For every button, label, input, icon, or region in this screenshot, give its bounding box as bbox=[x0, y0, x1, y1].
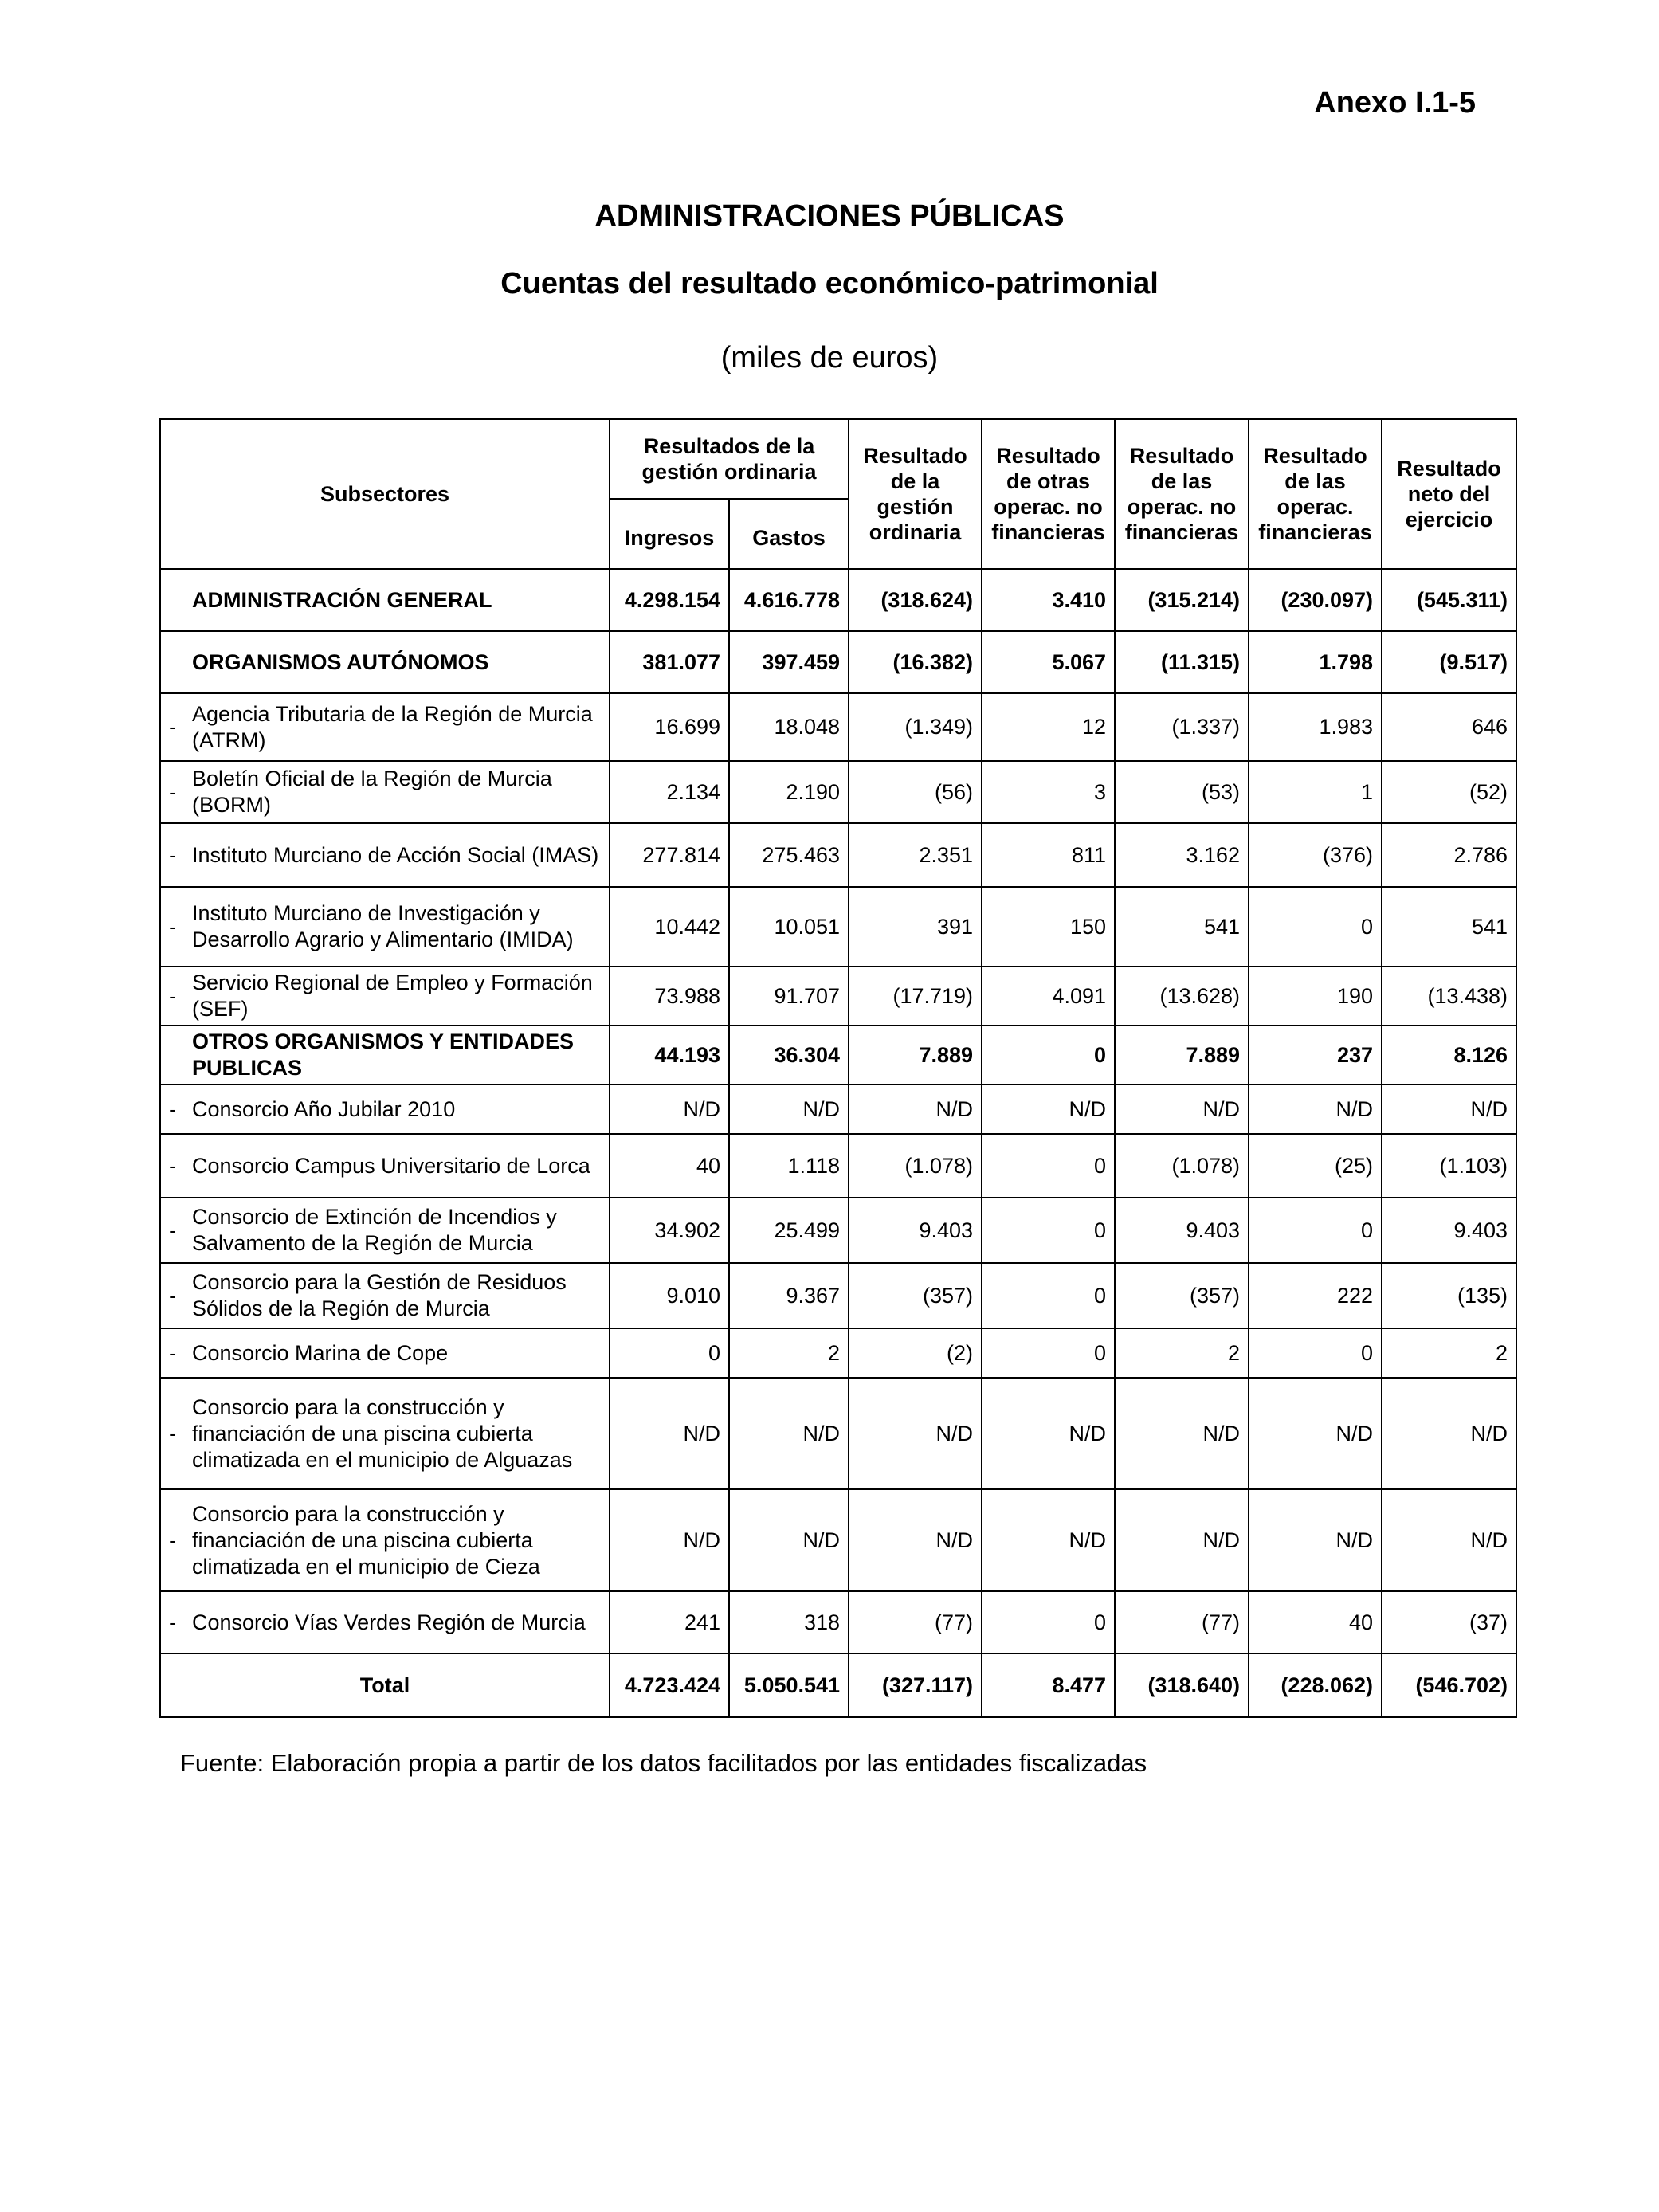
table-body bbox=[160, 569, 1516, 1717]
row-value-cell: 391 bbox=[849, 887, 982, 967]
row-value-cell: (376) bbox=[1249, 823, 1382, 887]
row-value-cell: N/D bbox=[1382, 1489, 1516, 1591]
table-row bbox=[160, 1084, 1516, 1134]
row-value-cell: (1.103) bbox=[1382, 1134, 1516, 1198]
header-resultado-no-financieras: Resultado de las operac. no financieras bbox=[1115, 419, 1249, 569]
row-value-cell: 0 bbox=[610, 1328, 729, 1378]
row-value-cell: 541 bbox=[1115, 887, 1249, 967]
row-value-cell: 1.983 bbox=[1249, 693, 1382, 761]
row-value-cell: (357) bbox=[1115, 1263, 1249, 1328]
total-value-cell: (327.117) bbox=[849, 1653, 982, 1717]
row-value-cell: N/D bbox=[1115, 1378, 1249, 1489]
row-value-cell: N/D bbox=[610, 1084, 729, 1134]
row-bullet: - bbox=[160, 967, 184, 1026]
row-subsector-name: Consorcio Vías Verdes Región de Murcia bbox=[184, 1591, 610, 1653]
row-bullet: - bbox=[160, 1084, 184, 1134]
row-value-cell: 646 bbox=[1382, 693, 1516, 761]
table-row bbox=[160, 1328, 1516, 1378]
row-value-cell: (230.097) bbox=[1249, 569, 1382, 631]
row-value-cell: N/D bbox=[610, 1378, 729, 1489]
row-value-cell: (135) bbox=[1382, 1263, 1516, 1328]
header-resultado-neto: Resultado neto del ejercicio bbox=[1382, 419, 1516, 569]
row-value-cell: 241 bbox=[610, 1591, 729, 1653]
row-value-cell: (52) bbox=[1382, 761, 1516, 823]
row-bullet: - bbox=[160, 1489, 184, 1591]
table-row bbox=[160, 1591, 1516, 1653]
row-bullet: - bbox=[160, 1591, 184, 1653]
row-value-cell: (11.315) bbox=[1115, 631, 1249, 693]
row-value-cell: 4.616.778 bbox=[729, 569, 849, 631]
row-value-cell: N/D bbox=[610, 1489, 729, 1591]
row-value-cell: 381.077 bbox=[610, 631, 729, 693]
row-bullet: - bbox=[160, 1134, 184, 1198]
row-value-cell: 91.707 bbox=[729, 967, 849, 1026]
row-value-cell: N/D bbox=[729, 1084, 849, 1134]
row-value-cell: (2) bbox=[849, 1328, 982, 1378]
row-value-cell: N/D bbox=[1115, 1084, 1249, 1134]
row-value-cell: 237 bbox=[1249, 1026, 1382, 1084]
row-value-cell: (13.438) bbox=[1382, 967, 1516, 1026]
row-value-cell: 150 bbox=[982, 887, 1115, 967]
row-value-cell: 2.351 bbox=[849, 823, 982, 887]
total-value-cell: 5.050.541 bbox=[729, 1653, 849, 1717]
row-value-cell: (1.337) bbox=[1115, 693, 1249, 761]
total-value-cell: 8.477 bbox=[982, 1653, 1115, 1717]
row-value-cell: 4.298.154 bbox=[610, 569, 729, 631]
row-bullet: - bbox=[160, 823, 184, 887]
row-value-cell: 8.126 bbox=[1382, 1026, 1516, 1084]
table-row bbox=[160, 693, 1516, 761]
row-value-cell: 2 bbox=[729, 1328, 849, 1378]
row-subsector-name: Consorcio para la construcción y financiación de una piscina cubierta climatizada en el municipio de Cieza bbox=[184, 1489, 610, 1591]
row-value-cell: 0 bbox=[982, 1134, 1115, 1198]
table-row bbox=[160, 1026, 1516, 1084]
row-value-cell: (545.311) bbox=[1382, 569, 1516, 631]
row-subsector-name: Consorcio de Extinción de Incendios y Salvamento de la Región de Murcia bbox=[184, 1198, 610, 1263]
row-bullet: - bbox=[160, 1378, 184, 1489]
row-value-cell: 36.304 bbox=[729, 1026, 849, 1084]
row-value-cell: 318 bbox=[729, 1591, 849, 1653]
row-value-cell: 9.403 bbox=[1115, 1198, 1249, 1263]
results-table bbox=[159, 418, 1517, 1718]
row-value-cell: (1.078) bbox=[1115, 1134, 1249, 1198]
row-value-cell: (77) bbox=[1115, 1591, 1249, 1653]
row-value-cell: (25) bbox=[1249, 1134, 1382, 1198]
row-value-cell: 10.442 bbox=[610, 887, 729, 967]
row-value-cell: 2.134 bbox=[610, 761, 729, 823]
row-value-cell: 0 bbox=[1249, 1328, 1382, 1378]
row-value-cell: (318.624) bbox=[849, 569, 982, 631]
table-row bbox=[160, 887, 1516, 967]
page-subtitle: Cuentas del resultado económico-patrimonial bbox=[500, 267, 1159, 300]
row-value-cell: 541 bbox=[1382, 887, 1516, 967]
row-value-cell: (17.719) bbox=[849, 967, 982, 1026]
total-value-cell: (228.062) bbox=[1249, 1653, 1382, 1717]
row-value-cell: 9.010 bbox=[610, 1263, 729, 1328]
row-bullet bbox=[160, 569, 184, 631]
header-gastos: Gastos bbox=[729, 499, 849, 569]
row-value-cell: 44.193 bbox=[610, 1026, 729, 1084]
table-row bbox=[160, 1489, 1516, 1591]
row-bullet bbox=[160, 1026, 184, 1084]
row-value-cell: N/D bbox=[1249, 1378, 1382, 1489]
row-value-cell: (53) bbox=[1115, 761, 1249, 823]
row-value-cell: 7.889 bbox=[849, 1026, 982, 1084]
row-value-cell: 1.798 bbox=[1249, 631, 1382, 693]
row-subsector-name: Agencia Tributaria de la Región de Murcia (ATRM) bbox=[184, 693, 610, 761]
row-value-cell: 2.190 bbox=[729, 761, 849, 823]
row-value-cell: 12 bbox=[982, 693, 1115, 761]
header-resultado-otras: Resultado de otras operac. no financieras bbox=[982, 419, 1115, 569]
row-bullet: - bbox=[160, 693, 184, 761]
total-value-cell: (318.640) bbox=[1115, 1653, 1249, 1717]
table-row bbox=[160, 1263, 1516, 1328]
row-value-cell: 9.403 bbox=[1382, 1198, 1516, 1263]
row-value-cell: (1.349) bbox=[849, 693, 982, 761]
header-resultado-gestion: Resultado de la gestión ordinaria bbox=[849, 419, 982, 569]
row-subsector-name: ADMINISTRACIÓN GENERAL bbox=[184, 569, 610, 631]
row-value-cell: 7.889 bbox=[1115, 1026, 1249, 1084]
row-value-cell: 4.091 bbox=[982, 967, 1115, 1026]
page-title: ADMINISTRACIONES PÚBLICAS bbox=[594, 199, 1065, 233]
table-row bbox=[160, 1378, 1516, 1489]
row-subsector-name: Instituto Murciano de Acción Social (IMAS) bbox=[184, 823, 610, 887]
row-value-cell: 10.051 bbox=[729, 887, 849, 967]
total-value-cell: (546.702) bbox=[1382, 1653, 1516, 1717]
table-row bbox=[160, 1198, 1516, 1263]
row-value-cell: N/D bbox=[729, 1378, 849, 1489]
row-value-cell: 0 bbox=[1249, 887, 1382, 967]
row-value-cell: 3 bbox=[982, 761, 1115, 823]
row-value-cell: 190 bbox=[1249, 967, 1382, 1026]
row-subsector-name: Boletín Oficial de la Región de Murcia (BORM) bbox=[184, 761, 610, 823]
row-value-cell: N/D bbox=[1382, 1084, 1516, 1134]
row-value-cell: (13.628) bbox=[1115, 967, 1249, 1026]
row-subsector-name: Servicio Regional de Empleo y Formación (SEF) bbox=[184, 967, 610, 1026]
total-value-cell: 4.723.424 bbox=[610, 1653, 729, 1717]
row-value-cell: (56) bbox=[849, 761, 982, 823]
row-value-cell: (9.517) bbox=[1382, 631, 1516, 693]
row-value-cell: 5.067 bbox=[982, 631, 1115, 693]
row-value-cell: 1.118 bbox=[729, 1134, 849, 1198]
table-row bbox=[160, 761, 1516, 823]
row-value-cell: 25.499 bbox=[729, 1198, 849, 1263]
row-bullet bbox=[160, 631, 184, 693]
total-label: Total bbox=[160, 1653, 610, 1717]
row-subsector-name: Consorcio para la construcción y financiación de una piscina cubierta climatizada en el municipio de Alguazas bbox=[184, 1378, 610, 1489]
row-value-cell: 1 bbox=[1249, 761, 1382, 823]
row-value-cell: (37) bbox=[1382, 1591, 1516, 1653]
units-label: (miles de euros) bbox=[720, 341, 939, 375]
row-subsector-name: ORGANISMOS AUTÓNOMOS bbox=[184, 631, 610, 693]
row-value-cell: N/D bbox=[1115, 1489, 1249, 1591]
row-value-cell: N/D bbox=[982, 1489, 1115, 1591]
row-value-cell: N/D bbox=[849, 1378, 982, 1489]
row-value-cell: (1.078) bbox=[849, 1134, 982, 1198]
row-value-cell: 2.786 bbox=[1382, 823, 1516, 887]
row-value-cell: 3.410 bbox=[982, 569, 1115, 631]
row-value-cell: 0 bbox=[982, 1026, 1115, 1084]
table-row bbox=[160, 823, 1516, 887]
row-value-cell: N/D bbox=[1249, 1084, 1382, 1134]
row-value-cell: 9.403 bbox=[849, 1198, 982, 1263]
row-bullet: - bbox=[160, 887, 184, 967]
header-gestion-group: Resultados de la gestión ordinaria bbox=[610, 419, 849, 499]
row-value-cell: 34.902 bbox=[610, 1198, 729, 1263]
row-value-cell: 811 bbox=[982, 823, 1115, 887]
row-value-cell: 0 bbox=[982, 1198, 1115, 1263]
row-subsector-name: Instituto Murciano de Investigación y Desarrollo Agrario y Alimentario (IMIDA) bbox=[184, 887, 610, 967]
row-value-cell: N/D bbox=[982, 1378, 1115, 1489]
row-value-cell: 9.367 bbox=[729, 1263, 849, 1328]
annex-label: Anexo I.1-5 bbox=[1314, 86, 1476, 120]
row-value-cell: 40 bbox=[610, 1134, 729, 1198]
header-ingresos: Ingresos bbox=[610, 499, 729, 569]
row-value-cell: N/D bbox=[849, 1489, 982, 1591]
row-value-cell: N/D bbox=[1382, 1378, 1516, 1489]
total-row bbox=[160, 1653, 1516, 1717]
row-value-cell: (16.382) bbox=[849, 631, 982, 693]
row-value-cell: N/D bbox=[1249, 1489, 1382, 1591]
header-resultado-financieras: Resultado de las operac. financieras bbox=[1249, 419, 1382, 569]
row-bullet: - bbox=[160, 1263, 184, 1328]
row-subsector-name: Consorcio Marina de Cope bbox=[184, 1328, 610, 1378]
source-note: Fuente: Elaboración propia a partir de los datos facilitados por las entidades fiscalizadas bbox=[180, 1749, 1147, 1777]
row-value-cell: 16.699 bbox=[610, 693, 729, 761]
table-row bbox=[160, 967, 1516, 1026]
row-value-cell: N/D bbox=[849, 1084, 982, 1134]
row-value-cell: 18.048 bbox=[729, 693, 849, 761]
row-value-cell: 73.988 bbox=[610, 967, 729, 1026]
header-subsectores: Subsectores bbox=[160, 419, 610, 569]
table-row bbox=[160, 1134, 1516, 1198]
row-value-cell: (357) bbox=[849, 1263, 982, 1328]
row-value-cell: 0 bbox=[982, 1591, 1115, 1653]
table-row bbox=[160, 631, 1516, 693]
row-value-cell: 0 bbox=[982, 1328, 1115, 1378]
row-bullet: - bbox=[160, 761, 184, 823]
row-bullet: - bbox=[160, 1198, 184, 1263]
row-value-cell: 277.814 bbox=[610, 823, 729, 887]
row-subsector-name: Consorcio Campus Universitario de Lorca bbox=[184, 1134, 610, 1198]
row-value-cell: 0 bbox=[1249, 1198, 1382, 1263]
row-value-cell: 40 bbox=[1249, 1591, 1382, 1653]
row-bullet: - bbox=[160, 1328, 184, 1378]
row-subsector-name: OTROS ORGANISMOS Y ENTIDADES PUBLICAS bbox=[184, 1026, 610, 1084]
row-value-cell: 0 bbox=[982, 1263, 1115, 1328]
row-subsector-name: Consorcio para la Gestión de Residuos Sólidos de la Región de Murcia bbox=[184, 1263, 610, 1328]
row-value-cell: 3.162 bbox=[1115, 823, 1249, 887]
row-value-cell: 397.459 bbox=[729, 631, 849, 693]
row-value-cell: (315.214) bbox=[1115, 569, 1249, 631]
row-value-cell: 222 bbox=[1249, 1263, 1382, 1328]
row-value-cell: 2 bbox=[1382, 1328, 1516, 1378]
row-value-cell: N/D bbox=[729, 1489, 849, 1591]
table-row bbox=[160, 569, 1516, 631]
row-value-cell: 275.463 bbox=[729, 823, 849, 887]
row-subsector-name: Consorcio Año Jubilar 2010 bbox=[184, 1084, 610, 1134]
row-value-cell: N/D bbox=[982, 1084, 1115, 1134]
row-value-cell: (77) bbox=[849, 1591, 982, 1653]
row-value-cell: 2 bbox=[1115, 1328, 1249, 1378]
